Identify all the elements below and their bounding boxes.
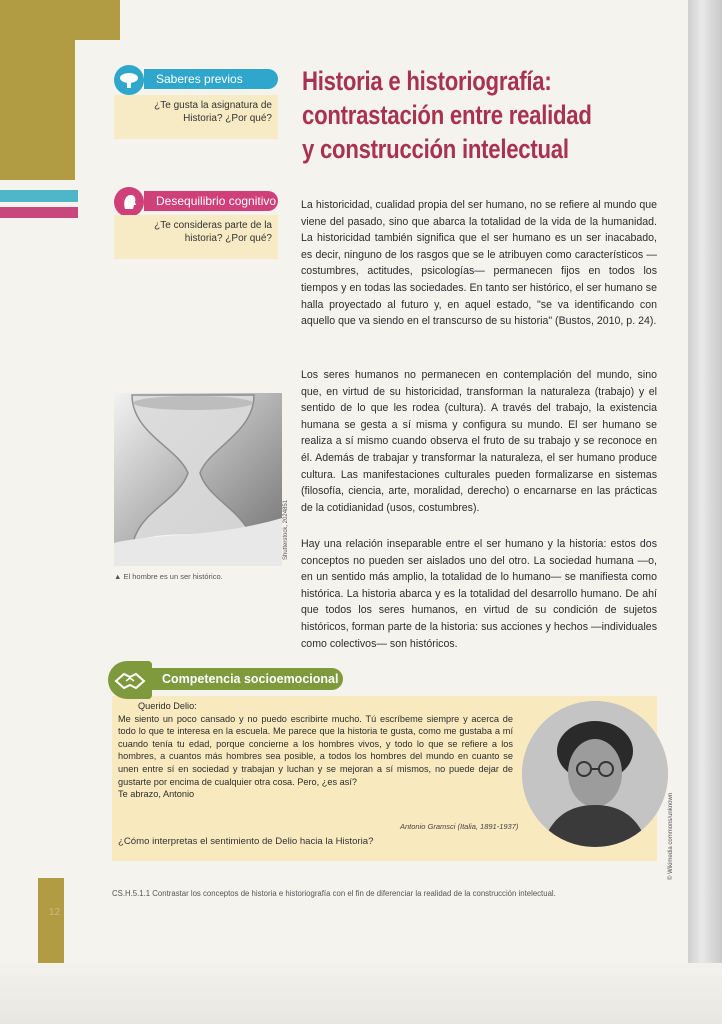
gramsci-letter <box>118 700 513 801</box>
hourglass-credit: Shutterstock, 2024851 <box>283 499 289 560</box>
head-profile-icon <box>114 187 144 217</box>
cyan-band <box>0 190 78 202</box>
page-number: 12 <box>49 907 61 918</box>
paragraph-1: La historicidad, cualidad propia del ser humano, no se refiere al mundo que viene del pasado, sino que abarca la totalidad de la vida de la humanidad. La historicidad también significa que el ser humano es un ser inacabado, es decir, ninguno de los rasgos que se le atribuyen como característicos —costumbres, actitudes, psicologías— permanecen fijos en todos los tiempos y en todas las sociedades. En tanto ser histórico, el ser humano se halla proyectado al futuro y, en aquel estado, "se va identificando con aquello que va siendo en el transcurso de su historia" (Bustos, 2010, p. 24). <box>301 199 657 328</box>
desequilibrio-line-1: ¿Te consideras parte de la <box>154 220 272 231</box>
saberes-previos-header: Saberes previos <box>144 69 278 89</box>
portrait-credit: © Wikimedia commons/unknown <box>668 792 674 880</box>
curriculum-footer: CS.H.5.1.1 Contrastar los conceptos de historia e historiografía con el fin de diferenciar la realidad de la construcción intelectual. <box>112 889 556 898</box>
hourglass-caption: ▲ El hombre es un ser histórico. <box>114 572 223 581</box>
hourglass-photo <box>114 393 282 566</box>
title-line-3: y construcción intelectual <box>302 134 569 164</box>
page-binding-shadow <box>688 0 722 1024</box>
title-line-1: Historia e historiografía: <box>302 66 552 96</box>
page-title <box>302 64 614 166</box>
saberes-previos-box <box>114 69 278 139</box>
olive-band-left <box>0 40 75 180</box>
paragraph-2: Los seres humanos no permanecen en contemplación del mundo, sino que, en virtud de su historicidad, transforman la naturaleza (trabajo) y el sentido de lo que les rodea (cultura). A través del trabajo, la existencia humana se gesta a sí misma y configura su mundo. El ser humano se realiza a sí mismo cuando observa el fruto de su trabajo y se reconoce en él. Además de trabajar y transformar la naturaleza, el ser humano produce cultura. Las manifestaciones culturales pueden formalizarse en sistemas (filosofía, ciencia, arte, moralidad, derecho) o encarnarse en las prácticas de la cotidianidad (usos, costumbres). <box>301 369 657 514</box>
olive-band-bottom <box>38 878 64 963</box>
page-bottom-edge <box>0 963 722 1024</box>
saberes-line-2: Historia? ¿Por qué? <box>183 113 272 124</box>
title-line-2: contrastación entre realidad <box>302 100 592 130</box>
gramsci-portrait <box>522 701 668 847</box>
letter-body: Me siento un poco cansado y no puedo escribirte mucho. Tú escríbeme siempre y acerca de todo lo que te interesa en la escuela. Me parece que la historia te gusta, como me gustaba a mí cuando tenía tu edad, porque concierne a los hombres vivos, y todo lo que se refiere a los hombres, a cuantos más hombres sea posible, a todos los hombres del mundo en cuanto se unen entre sí en sociedad y trabajan y luchan y se mejoran a sí mismos, no puede dejar de gustarte por encima de cualquier otra cosa. Pero, ¿es así? <box>118 713 513 787</box>
desequilibrio-line-2: historia? ¿Por qué? <box>184 233 272 244</box>
letter-author: Antonio Gramsci (Italia, 1891-1937) <box>400 822 519 831</box>
pink-band <box>0 207 78 218</box>
lightbulb-cloud-icon <box>114 65 144 95</box>
handshake-icon <box>108 661 152 699</box>
desequilibrio-cognitivo-header: Desequilibrio cognitivo <box>144 191 278 211</box>
desequilibrio-cognitivo-question <box>114 215 278 259</box>
saberes-line-1: ¿Te gusta la asignatura de <box>154 100 272 111</box>
saberes-previos-question <box>114 95 278 139</box>
olive-band-top <box>0 0 120 40</box>
competencia-header: Competencia socioemocional <box>150 668 343 690</box>
desequilibrio-cognitivo-box <box>114 191 278 259</box>
paragraph-3: Hay una relación inseparable entre el ser humano y la historia: estos dos conceptos no pueden ser aislados uno del otro. La sociedad humana —o, en un sentido más amplio, la totalidad de lo humano— se manifiesta como histórica. La historia abarca y es la totalidad del desarrollo humano. De ahí que todos los seres humanos, en virtud de su condición de sujetos históricos, forman parte de la historia: sus acciones y hechos —individuales como colectivos— son históricos. <box>301 538 657 650</box>
competencia-question: ¿Cómo interpretas el sentimiento de Delio hacia la Historia? <box>118 836 374 847</box>
letter-closing: Te abrazo, Antonio <box>118 789 195 800</box>
letter-greeting: Querido Delio: <box>138 701 197 711</box>
